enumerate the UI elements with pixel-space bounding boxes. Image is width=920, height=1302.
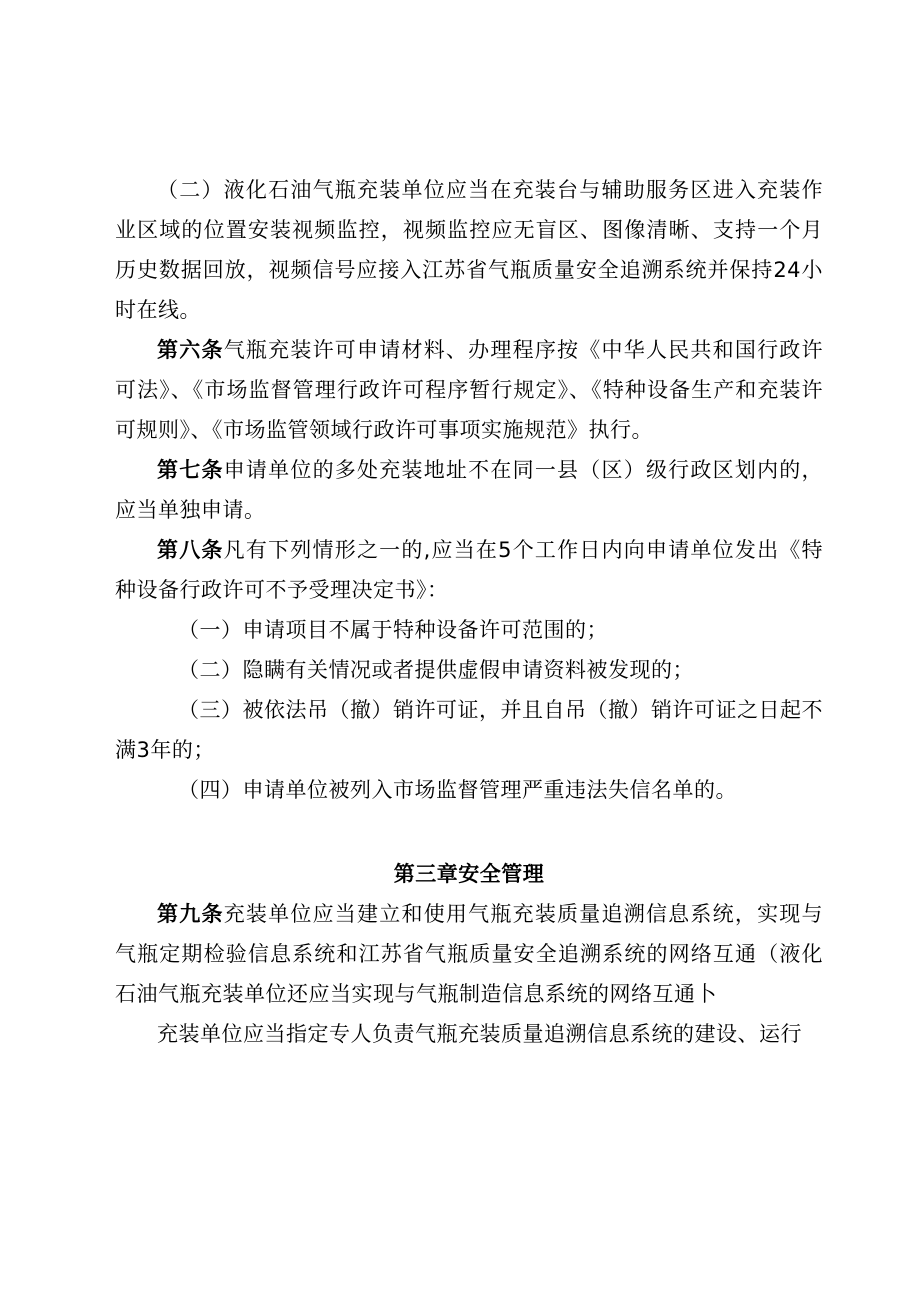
document-body — [115, 170, 823, 1054]
article-9 — [115, 894, 823, 1014]
article-6 — [115, 330, 823, 450]
article-9-label: 第九条 — [157, 902, 224, 926]
article-8-item-4: （四）申请单位被列入市场监督管理严重违法失信名单的。 — [178, 778, 737, 802]
article-9-text: 充装单位应当建立和使用气瓶充装质量追溯信息系统，实现与气瓶定期检验信息系统和江苏省气瓶质量安全追溯系统的网络互通（液化石油气瓶充装单位还应当实现与气瓶制造信息系统的网络互通卜 — [115, 902, 824, 1006]
article-7-text: 申请单位的多处充装地址不在同一县（区）级行政区划内的，应当单独申请。 — [115, 458, 824, 522]
paragraph-designated-person: 充装单位应当指定专人负责气瓶充装质量追溯信息系统的建设、运行 — [157, 1022, 802, 1046]
article-8-text: 凡有下列情形之一的,应当在5个工作日内向申请单位发出《特种设备行政许可不予受理决定书》： — [115, 538, 823, 602]
paragraph-video-monitoring: （二）液化石油气瓶充装单位应当在充装台与辅助服务区进入充装作业区域的位置安装视频监控，视频监控应无盲区、图像清晰、支持一个月历史数据回放，视频信号应接入江苏省气瓶质量安全追溯系统并保持24小时在线。 — [115, 178, 823, 322]
chapter-3-heading: 第三章安全管理 — [393, 862, 545, 886]
article-6-label: 第六条 — [157, 338, 224, 362]
article-8-item-3: （三）被依法吊（撤）销许可证，并且自吊（撤）销许可证之日起不满3年的； — [115, 698, 823, 762]
article-7 — [115, 450, 823, 530]
article-8-label: 第八条 — [157, 538, 224, 562]
article-7-label: 第七条 — [157, 458, 224, 482]
article-6-text: 气瓶充装许可申请材料、办理程序按《中华人民共和国行政许可法》、《市场监督管理行政许可程序暂行规定》、《特种设备生产和充装许可规则》、《市场监管领域行政许可事项实施规范》执行。 — [115, 338, 824, 442]
article-8-item-1: （一）申请项目不属于特种设备许可范围的； — [178, 618, 608, 642]
article-8-item-2: （二）隐瞒有关情况或者提供虚假申请资料被发现的； — [178, 658, 694, 682]
article-8 — [115, 530, 823, 610]
